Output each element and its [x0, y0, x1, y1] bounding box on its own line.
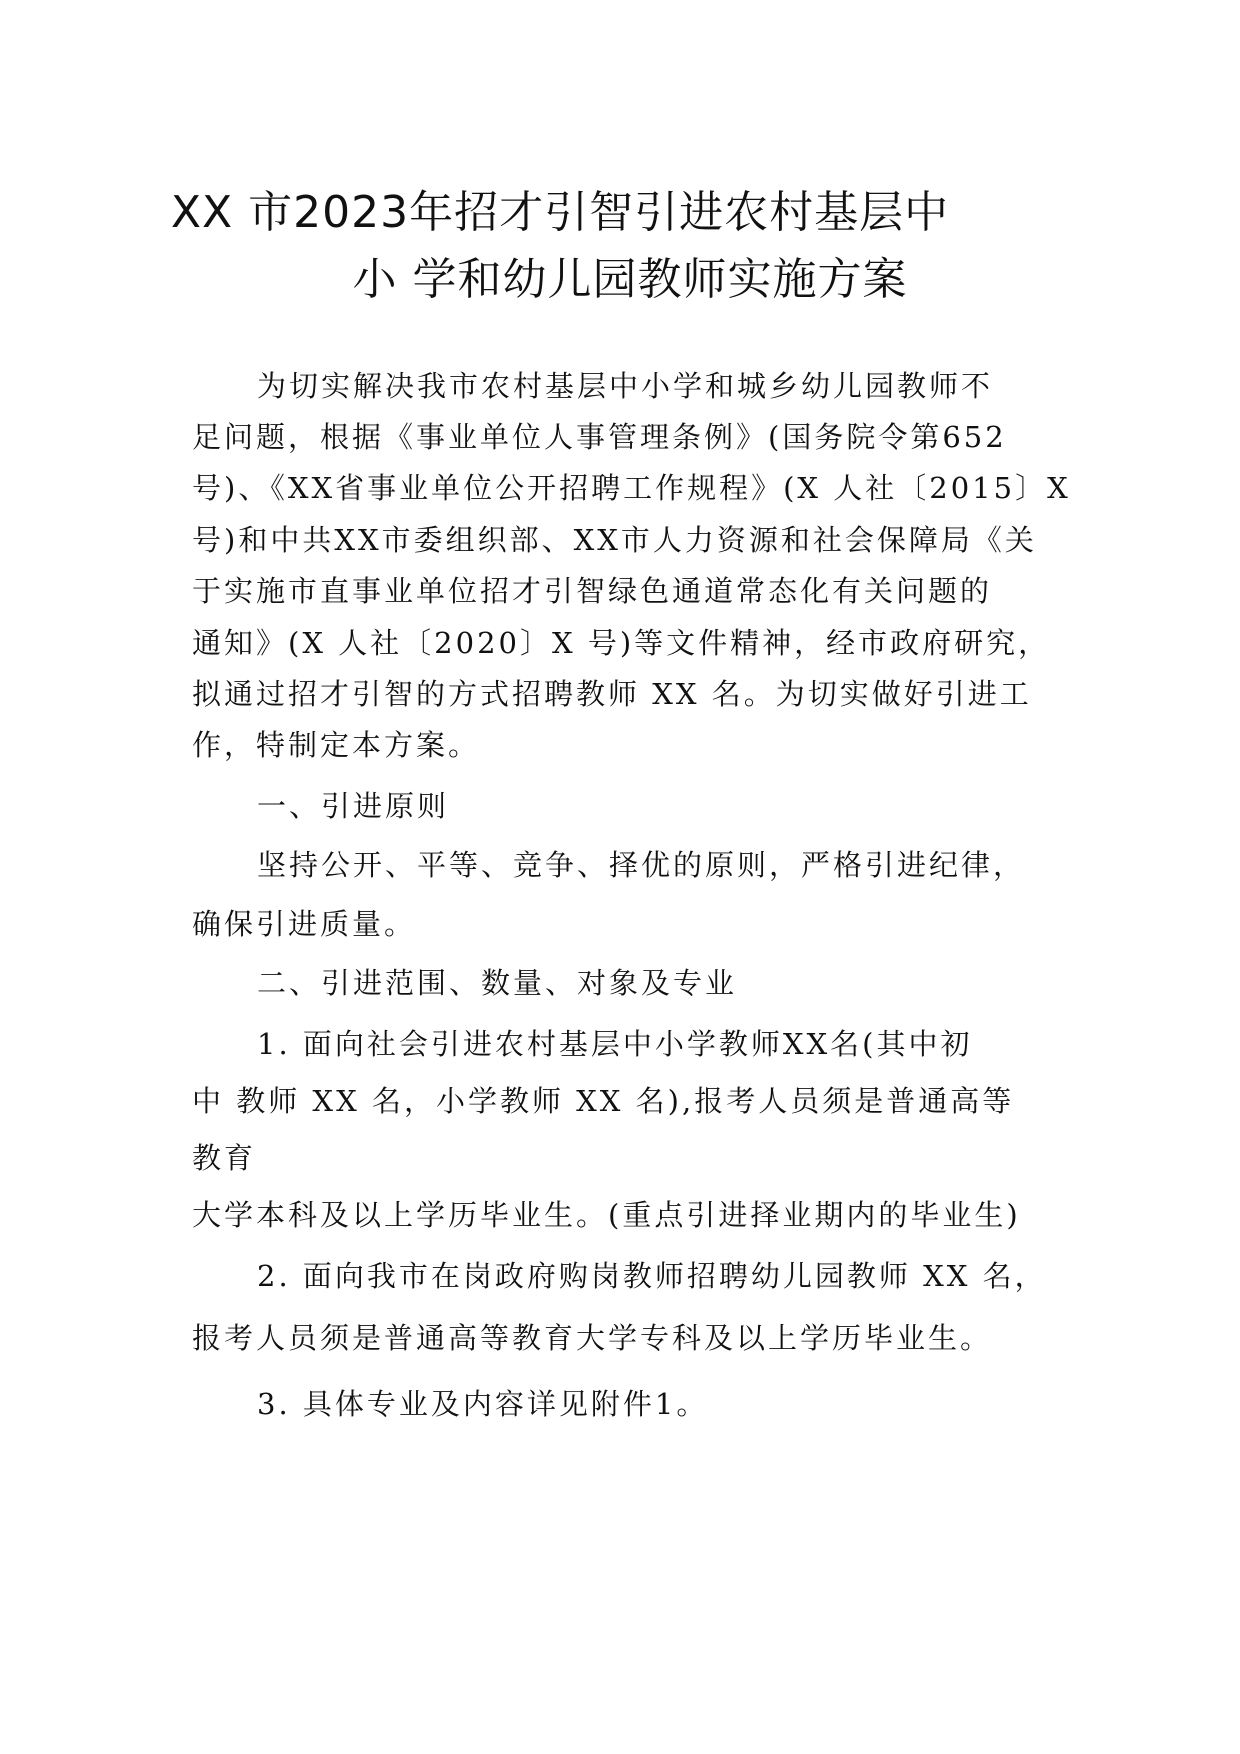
section-2-heading: 二、引进范围、数量、对象及专业 — [257, 966, 738, 1000]
item-1-line-3: 教育 — [192, 1141, 257, 1175]
intro-line-7: 拟通过招才引智的方式招聘教师 XX 名。为切实做好引进工 — [192, 677, 1032, 711]
intro-line-5: 于实施市直事业单位招才引智绿色通道常态化有关问题的 — [192, 574, 993, 608]
intro-line-2: 足问题，根据《事业单位人事管理条例》(国务院令第652 — [192, 420, 1007, 454]
item-3-line: 3. 具体专业及内容详见附件1。 — [257, 1387, 709, 1421]
item-1-line-4: 大学本科及以上学历毕业生。(重点引进择业期内的毕业生) — [192, 1198, 1021, 1232]
item-2-line-2: 报考人员须是普通高等教育大学专科及以上学历毕业生。 — [192, 1321, 993, 1355]
section-1-line-2: 确保引进质量。 — [192, 907, 417, 941]
intro-line-1: 为切实解决我市农村基层中小学和城乡幼儿园教师不 — [257, 369, 994, 403]
document-title-line-2: 小 学和幼儿园教师实施方案 — [352, 254, 908, 305]
item-2-line-1: 2. 面向我市在岗政府购岗教师招聘幼儿园教师 XX 名， — [257, 1259, 1047, 1293]
intro-line-8: 作，特制定本方案。 — [192, 728, 481, 762]
item-1-line-2: 中 教师 XX 名，小学教师 XX 名),报考人员须是普通高等 — [192, 1084, 1015, 1118]
item-1-line-1: 1. 面向社会引进农村基层中小学教师XX名(其中初 — [257, 1027, 973, 1061]
intro-line-4: 号)和中共XX市委组织部、XX市人力资源和社会保障局《关 — [192, 523, 1037, 557]
document-title-line-1: XX 市2023年招才引智引进农村基层中 — [170, 187, 950, 238]
intro-line-3: 号)、《XX省事业单位公开招聘工作规程》(X 人社〔2015〕X — [192, 471, 1071, 505]
intro-line-6: 通知》(X 人社〔2020〕X 号)等文件精神，经市政府研究， — [192, 626, 1051, 660]
section-1-line-1: 坚持公开、平等、竞争、择优的原则，严格引进纪律， — [257, 848, 1026, 882]
section-1-heading: 一、引进原则 — [257, 789, 450, 823]
